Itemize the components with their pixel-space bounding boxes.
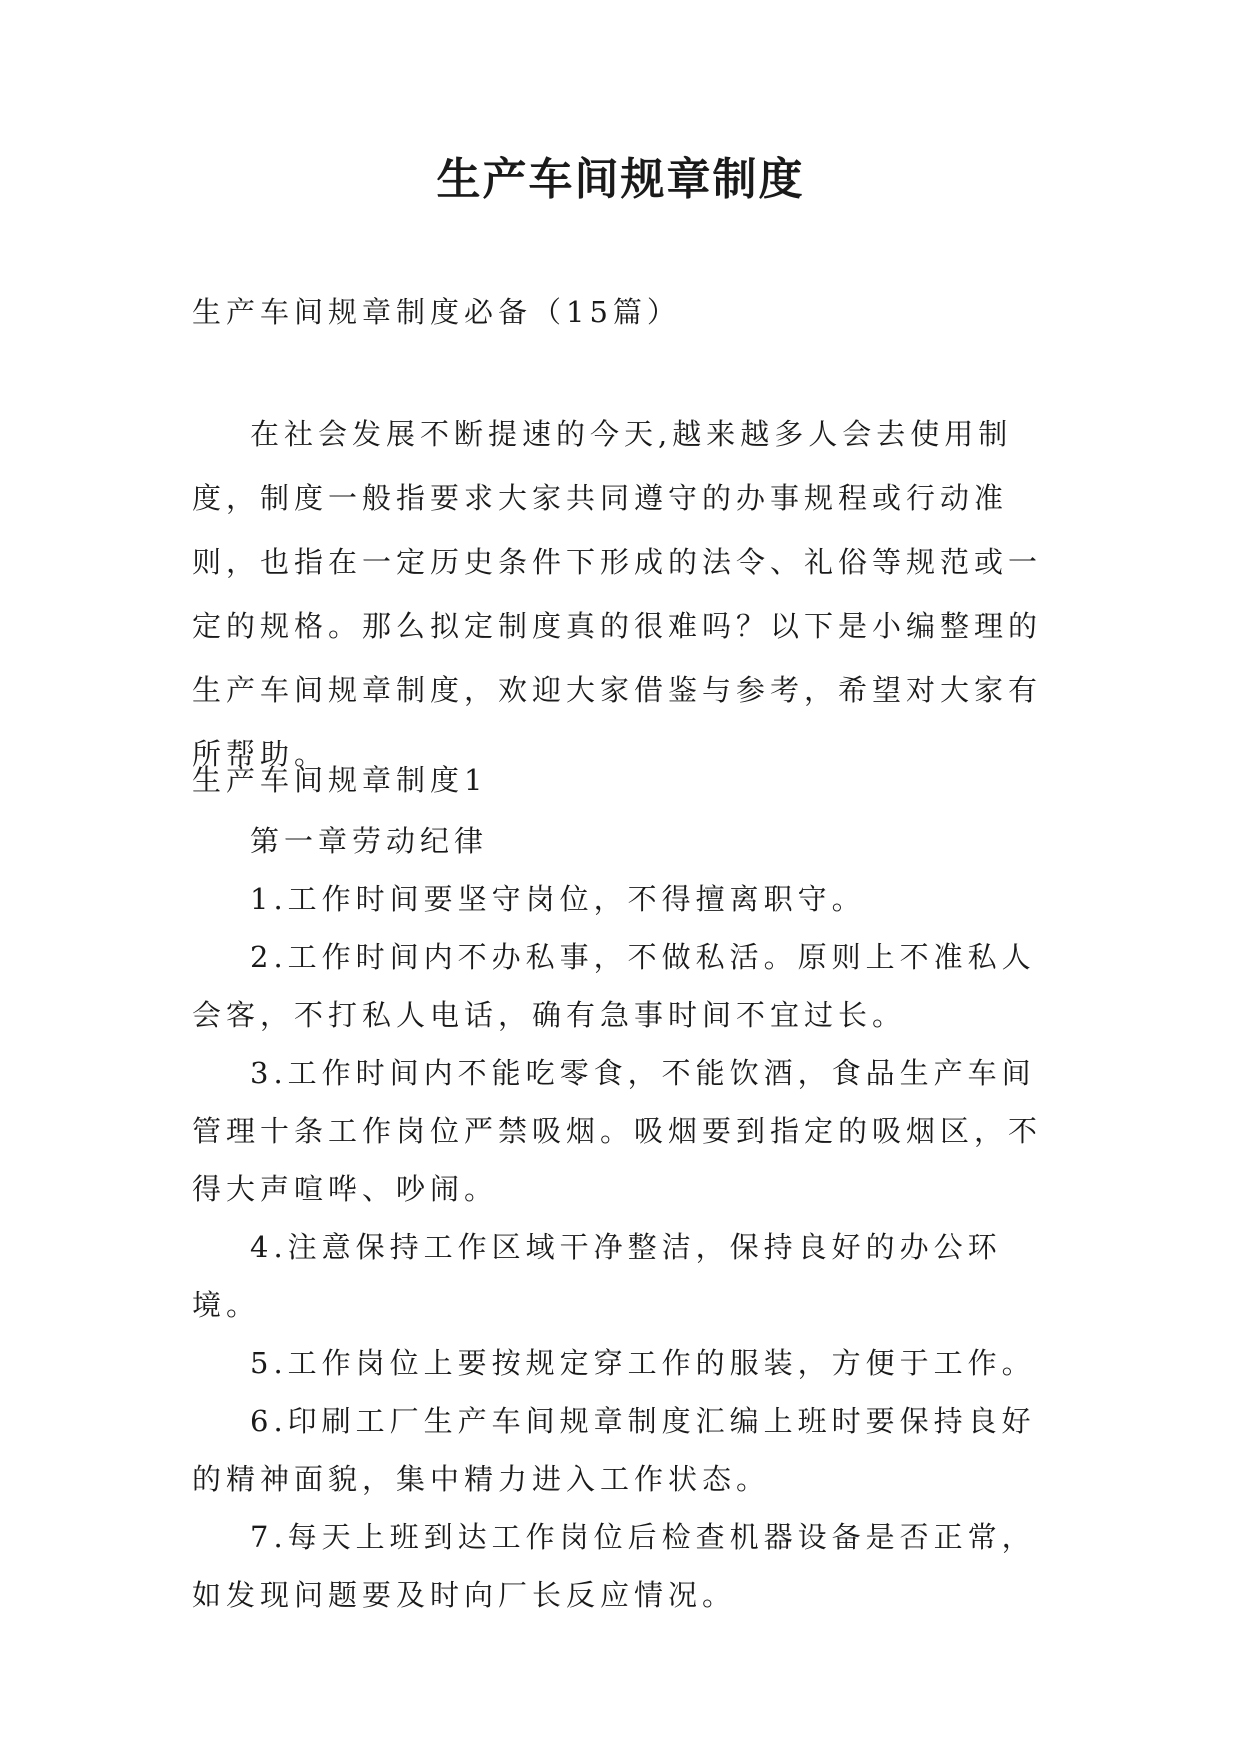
rule-item: 5.工作岗位上要按规定穿工作的服装，方便于工作。	[250, 1346, 1036, 1380]
document-title: 生产车间规章制度	[436, 154, 805, 205]
intro-paragraph: 在社会发展不断提速的今天,越来越多人会去使用制度，制度一般指要求大家共同遵守的办事规程或行动准则，也指在一定历史条件下形成的法令、礼俗等规范或一定的规格。那么拟定制度真的很难吗？以下是小编整理的生产车间规章制度，欢迎大家借鉴与参考，希望对大家有所帮助。	[192, 417, 1043, 771]
chapter-heading: 第一章劳动纪律	[250, 824, 489, 858]
section-heading: 生产车间规章制度1	[192, 763, 488, 797]
rule-item: 7.每天上班到达工作岗位后检查机器设备是否正常，如发现问题要及时向厂长反应情况。	[192, 1520, 1036, 1612]
rule-item: 2.工作时间内不办私事，不做私活。原则上不准私人会客，不打私人电话，确有急事时间不宜过长。	[192, 940, 1036, 1032]
rule-item: 6.印刷工厂生产车间规章制度汇编上班时要保持良好的精神面貌，集中精力进入工作状态。	[192, 1404, 1036, 1496]
rule-item: 4.注意保持工作区域干净整洁，保持良好的办公环境。	[192, 1230, 1002, 1322]
document-subtitle: 生产车间规章制度必备（15篇）	[192, 295, 681, 329]
rules-list	[192, 812, 1062, 1624]
rule-item: 1.工作时间要坚守岗位，不得擅离职守。	[250, 882, 866, 916]
rule-item: 3.工作时间内不能吃零食，不能饮酒，食品生产车间管理十条工作岗位严禁吸烟。吸烟要到指定的吸烟区，不得大声喧哗、吵闹。	[192, 1056, 1043, 1206]
